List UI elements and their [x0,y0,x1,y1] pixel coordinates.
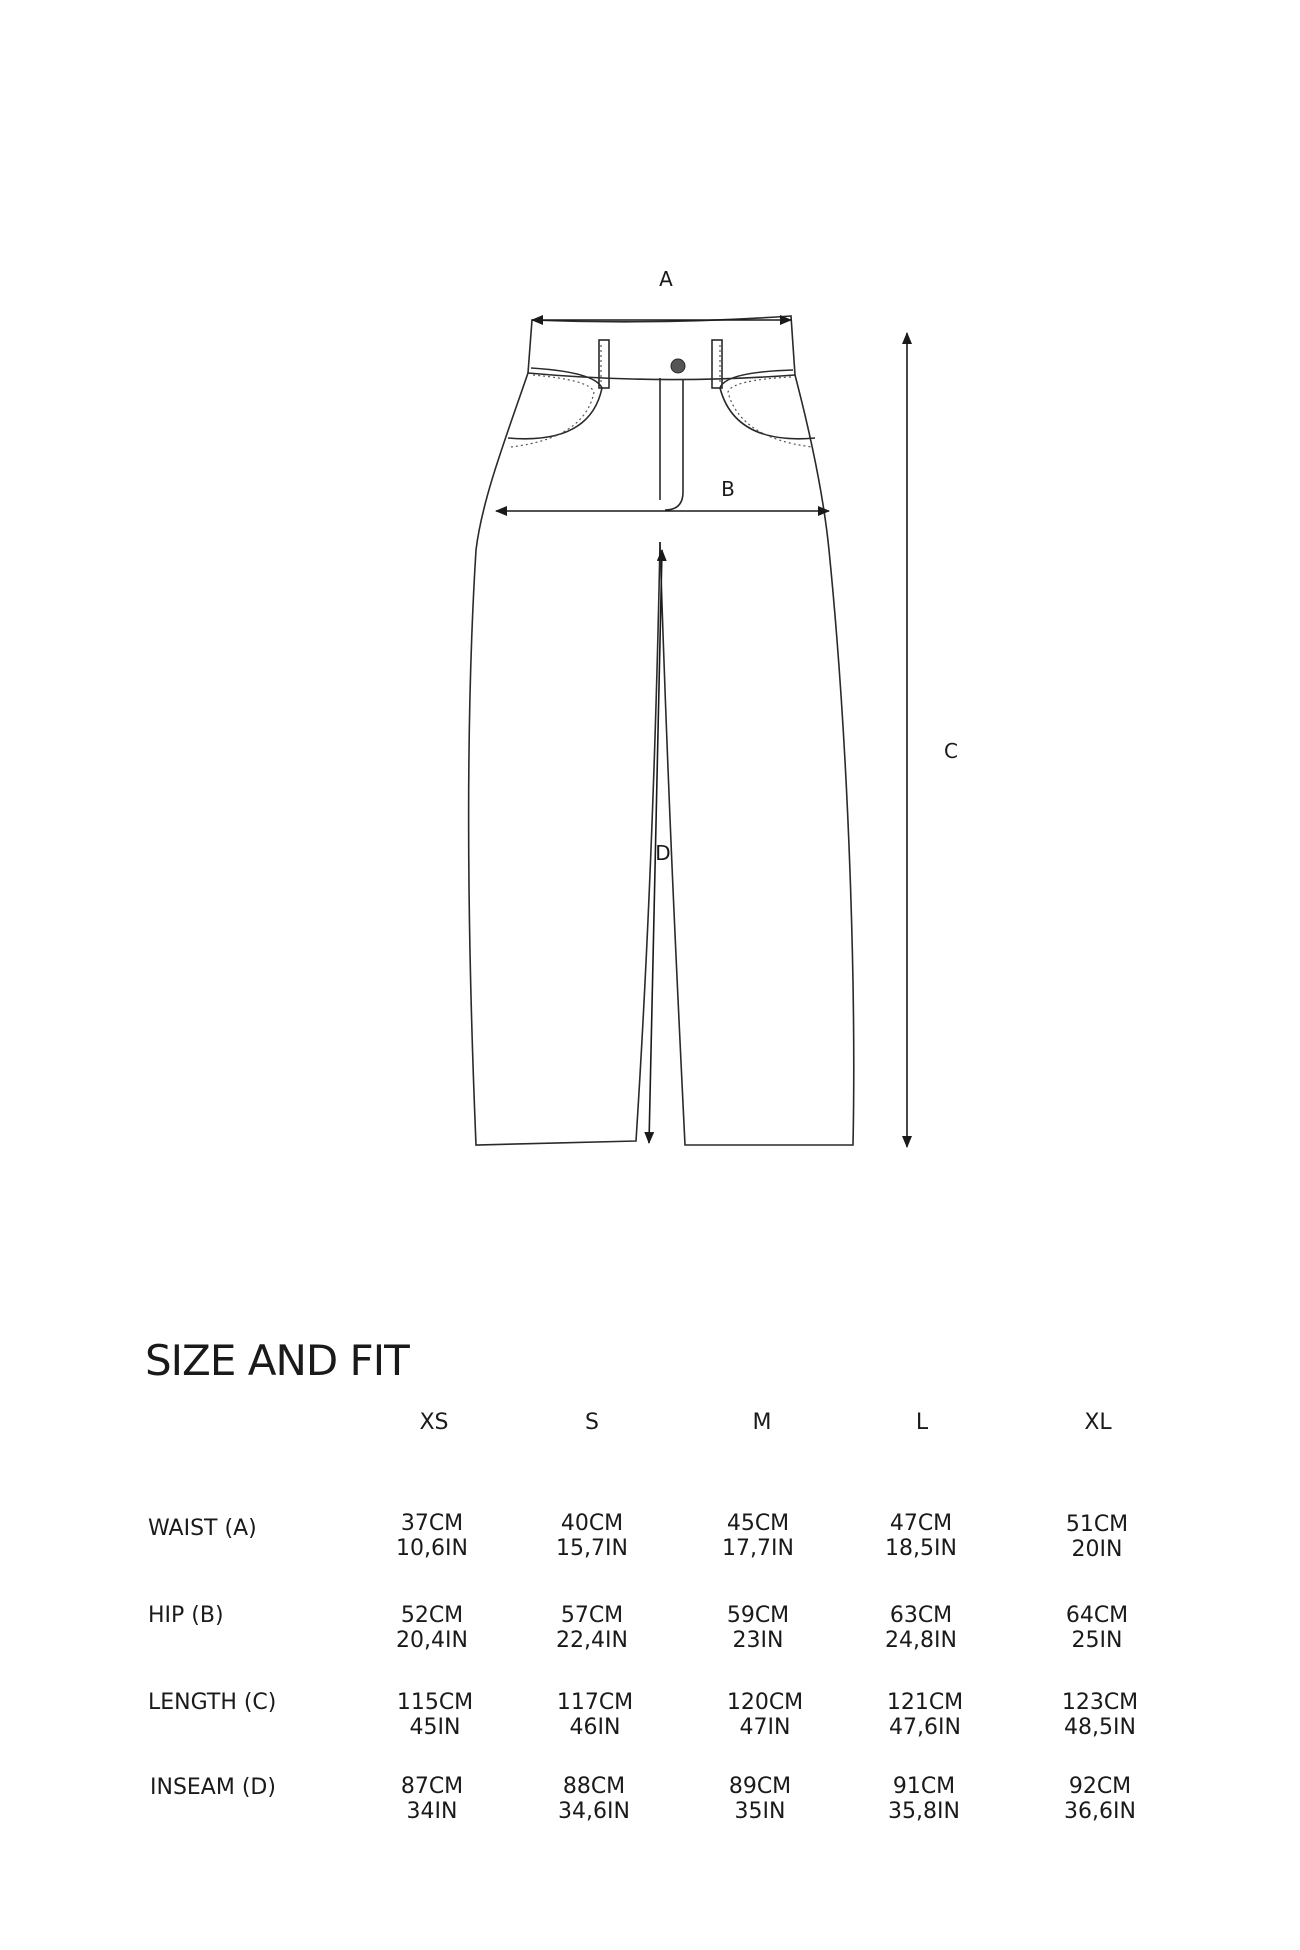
cell-hip-xs: 52CM 20,4IN [396,1603,468,1653]
size-header-m: M [752,1410,772,1435]
cell-inseam-xs: 87CM 34IN [400,1774,464,1824]
cell-hip-s: 57CM 22,4IN [556,1603,628,1653]
size-header-xl: XL [1084,1410,1112,1435]
size-header-l: L [915,1410,929,1435]
cell-hip-xl: 64CM 25IN [1065,1603,1129,1653]
cell-waist-l: 47CM 18,5IN [885,1511,957,1561]
label-d: D [655,841,671,865]
cell-inseam-l: 91CM 35,8IN [888,1774,960,1824]
cell-length-m: 120CM 47IN [726,1690,804,1740]
pocket-stitching [511,345,812,447]
row-label-length: LENGTH (C) [148,1690,277,1715]
cell-waist-xl: 51CM 20IN [1065,1512,1129,1562]
cell-waist-s: 40CM 15,7IN [556,1511,628,1561]
row-label-inseam: INSEAM (D) [150,1775,276,1800]
label-c: C [944,739,958,763]
label-b: B [721,477,735,501]
row-label-hip: HIP (B) [148,1603,224,1628]
label-a: A [659,267,673,291]
cell-hip-l: 63CM 24,8IN [885,1603,957,1653]
size-header-s: S [585,1410,599,1435]
row-label-waist: WAIST (A) [148,1516,257,1541]
cell-inseam-s: 88CM 34,6IN [558,1774,630,1824]
cell-inseam-m: 89CM 35IN [728,1774,792,1824]
pants-outline [469,316,854,1145]
button-icon [671,359,685,373]
size-chart-title: SIZE AND FIT [145,1336,409,1385]
cell-waist-xs: 37CM 10,6IN [396,1511,468,1561]
cell-inseam-xl: 92CM 36,6IN [1064,1774,1136,1824]
cell-length-s: 117CM 46IN [556,1690,634,1740]
cell-waist-m: 45CM 17,7IN [722,1511,794,1561]
cell-hip-m: 59CM 23IN [726,1603,790,1653]
cell-length-l: 121CM 47,6IN [886,1690,964,1740]
size-header-xs: XS [419,1410,449,1435]
cell-length-xs: 115CM 45IN [396,1690,474,1740]
cell-length-xl: 123CM 48,5IN [1061,1690,1139,1740]
